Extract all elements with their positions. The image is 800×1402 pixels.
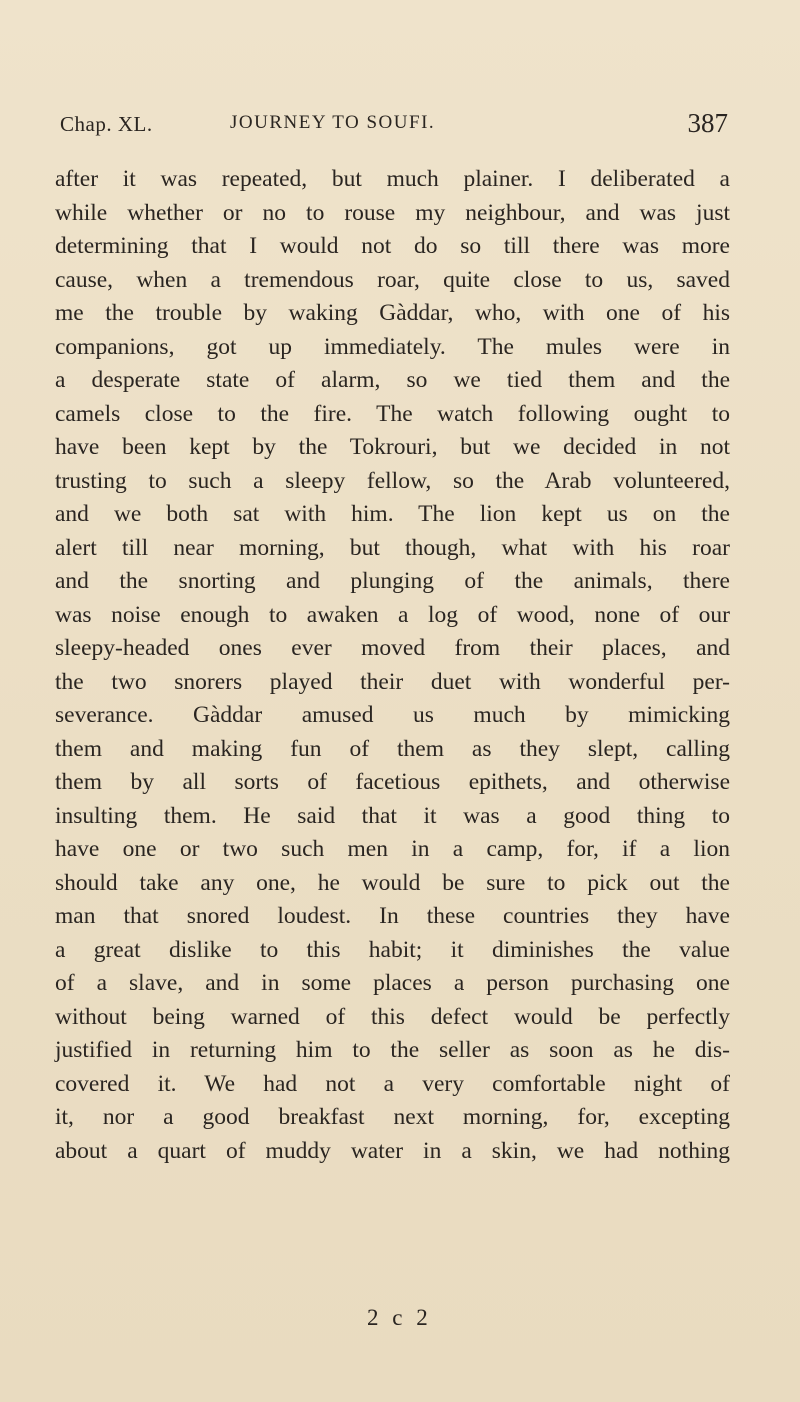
running-title: JOURNEY TO SOUFI. [230,112,436,133]
text-line: them and making fun of them as they slept, calling [55,735,730,762]
text-line: justified in returning him to the seller as soon as he dis- [55,1037,730,1063]
text-line: should take any one, he would be sure to pick out the [55,869,730,896]
text-line: sleepy-headed ones ever moved from their places, and [55,635,730,661]
text-line: a great dislike to this habit; it diminishes the value [55,936,730,963]
text-line: insulting them. He said that it was a good thing to [55,802,730,829]
text-line: and the snorting and plunging of the animals, there [55,568,730,594]
text-line: severance. Gàddar amused us much by mimicking [55,702,730,728]
text-line: while whether or no to rouse my neighbour, and was just [55,199,730,226]
text-line: it, nor a good breakfast next morning, for, excepting [55,1104,730,1130]
text-line: a desperate state of alarm, so we tied them and the [55,367,730,393]
body-text [55,163,730,1168]
chapter-label: Chap. XL. [60,112,153,136]
text-line: was noise enough to awaken a log of wood, none of our [55,601,730,628]
text-line: trusting to such a sleepy fellow, so the Arab volunteered, [55,467,730,494]
text-line: and we both sat with him. The lion kept us on the [55,501,730,527]
text-line: determining that I would not do so till there was more [55,233,730,259]
text-line: about a quart of muddy water in a skin, we had nothing [55,1137,730,1164]
running-header [60,108,728,148]
text-line: me the trouble by waking Gàddar, who, with one of his [55,300,730,326]
page-number: 387 [687,108,728,138]
text-line: camels close to the fire. The watch following ought to [55,400,730,427]
text-line: have been kept by the Tokrouri, but we decided in not [55,434,730,460]
text-line: alert till near morning, but though, what with his roar [55,534,730,561]
text-line: after it was repeated, but much plainer. I deliberated a [55,166,730,192]
text-line: man that snored loudest. In these countries they have [55,903,730,929]
text-line: companions, got up immediately. The mules were in [55,333,730,360]
signature-mark: 2 c 2 [367,1305,432,1330]
text-line: have one or two such men in a camp, for, if a lion [55,836,730,862]
text-line: covered it. We had not a very comfortable night of [55,1070,730,1097]
text-line: them by all sorts of facetious epithets, and otherwise [55,769,730,795]
text-line: cause, when a tremendous roar, quite close to us, saved [55,266,730,293]
text-line: without being warned of this defect would be perfectly [55,1003,730,1030]
text-line: of a slave, and in some places a person purchasing one [55,970,730,996]
text-line: the two snorers played their duet with wonderful per- [55,668,730,695]
